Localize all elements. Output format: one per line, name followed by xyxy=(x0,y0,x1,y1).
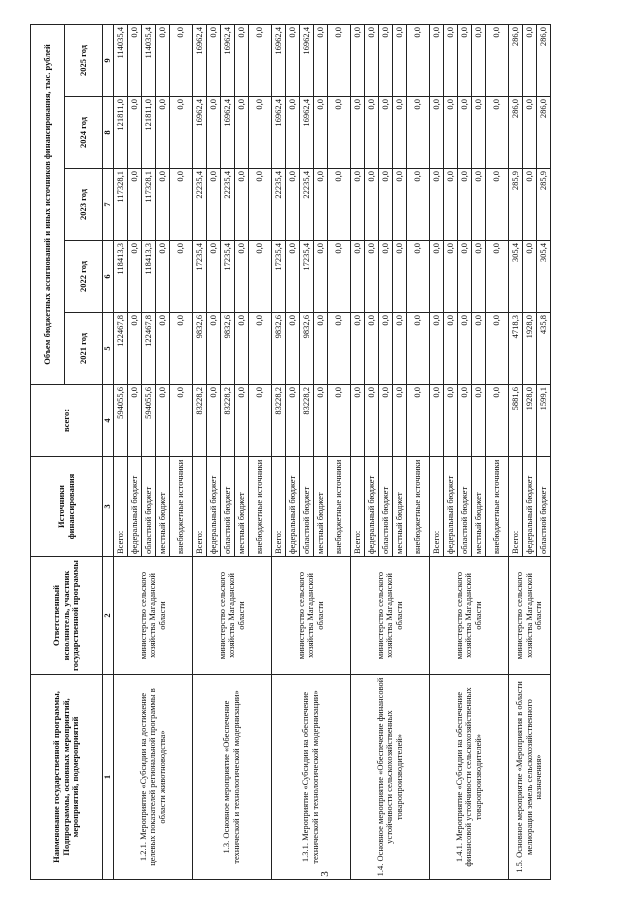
col-number: 9 xyxy=(103,24,114,96)
amount-cell: 0,0 xyxy=(486,241,509,313)
amount-cell: 16962,4 xyxy=(300,97,314,169)
amount-cell: 0,0 xyxy=(458,169,472,241)
amount-cell: 0,0 xyxy=(286,24,300,96)
amount-cell: 0,0 xyxy=(523,169,537,241)
funding-source: федеральный бюджет xyxy=(365,457,379,557)
funding-source: областной бюджет xyxy=(537,457,551,557)
amount-cell: 0,0 xyxy=(170,385,193,457)
amount-cell: 16962,4 xyxy=(300,24,314,96)
amount-cell: 0,0 xyxy=(314,241,328,313)
amount-cell: 117328,1 xyxy=(142,169,156,241)
amount-cell: 285,9 xyxy=(537,169,551,241)
amount-cell: 0,0 xyxy=(351,24,365,96)
funding-source: областной бюджет xyxy=(221,457,235,557)
amount-cell: 9832,6 xyxy=(272,313,286,385)
measure-name: 1.4.1. Мероприятие «Субсидии на обеспечение финансовой устойчивости сельскохозяйственных товаропроизводителей» xyxy=(430,675,509,880)
funding-source: областной бюджет xyxy=(300,457,314,557)
executor-name: министерство сельского хозяйства Магаданской области xyxy=(114,557,193,675)
amount-cell: 0,0 xyxy=(523,97,537,169)
col-number: 4 xyxy=(103,385,114,457)
col-number: 7 xyxy=(103,169,114,241)
amount-cell: 83228,2 xyxy=(272,385,286,457)
header-year: 2025 год xyxy=(65,24,103,96)
amount-cell: 0,0 xyxy=(128,24,142,96)
amount-cell: 0,0 xyxy=(170,241,193,313)
amount-cell: 0,0 xyxy=(249,385,272,457)
amount-cell: 22235,4 xyxy=(300,169,314,241)
amount-cell: 286,0 xyxy=(537,24,551,96)
funding-source: федеральный бюджет xyxy=(523,457,537,557)
amount-cell: 16962,4 xyxy=(272,24,286,96)
amount-cell: 0,0 xyxy=(365,97,379,169)
amount-cell: 0,0 xyxy=(458,313,472,385)
amount-cell: 594055,6 xyxy=(114,385,128,457)
table-row xyxy=(193,24,207,879)
amount-cell: 9832,6 xyxy=(300,313,314,385)
amount-cell: 0,0 xyxy=(128,385,142,457)
amount-cell: 0,0 xyxy=(249,241,272,313)
amount-cell: 305,4 xyxy=(509,241,523,313)
amount-cell: 0,0 xyxy=(407,313,430,385)
amount-cell: 0,0 xyxy=(128,241,142,313)
amount-cell: 0,0 xyxy=(407,24,430,96)
amount-cell: 0,0 xyxy=(472,169,486,241)
amount-cell: 0,0 xyxy=(286,97,300,169)
amount-cell: 0,0 xyxy=(235,385,249,457)
amount-cell: 0,0 xyxy=(430,97,444,169)
amount-cell: 0,0 xyxy=(486,97,509,169)
header-year: 2022 год xyxy=(65,241,103,313)
col-number: 2 xyxy=(103,557,114,675)
amount-cell: 0,0 xyxy=(235,241,249,313)
amount-cell: 0,0 xyxy=(379,241,393,313)
funding-source: местный бюджет xyxy=(314,457,328,557)
funding-source: внебюджетные источники xyxy=(328,457,351,557)
header-amounts: Объем бюджетных ассигнований и иных источников финансирования, тыс. рублей xyxy=(31,24,65,384)
amount-cell: 0,0 xyxy=(351,385,365,457)
amount-cell: 0,0 xyxy=(170,313,193,385)
table-row xyxy=(509,24,523,879)
amount-cell: 83228,2 xyxy=(221,385,235,457)
amount-cell: 0,0 xyxy=(444,169,458,241)
amount-cell: 0,0 xyxy=(365,385,379,457)
amount-cell: 0,0 xyxy=(249,97,272,169)
amount-cell: 0,0 xyxy=(365,241,379,313)
amount-cell: 286,0 xyxy=(509,97,523,169)
amount-cell: 17235,4 xyxy=(300,241,314,313)
amount-cell: 0,0 xyxy=(328,24,351,96)
amount-cell: 0,0 xyxy=(351,97,365,169)
amount-cell: 17235,4 xyxy=(193,241,207,313)
measure-name: 1.3. Основное мероприятие «Обеспечение технической и технологической модернизации» xyxy=(193,675,272,880)
rotated-page xyxy=(30,25,605,880)
amount-cell: 0,0 xyxy=(156,97,170,169)
amount-cell: 1928,0 xyxy=(523,313,537,385)
amount-cell: 0,0 xyxy=(472,241,486,313)
col-number: 3 xyxy=(103,457,114,557)
column-number-row xyxy=(103,24,114,879)
amount-cell: 0,0 xyxy=(472,385,486,457)
amount-cell: 0,0 xyxy=(207,97,221,169)
amount-cell: 0,0 xyxy=(444,241,458,313)
measure-name: 1.2.1. Мероприятие «Субсидии на достижение целевых показателей региональной программы в области животноводства» xyxy=(114,675,193,880)
amount-cell: 9832,6 xyxy=(221,313,235,385)
amount-cell: 117328,1 xyxy=(114,169,128,241)
amount-cell: 286,0 xyxy=(509,24,523,96)
header-year: 2023 год xyxy=(65,169,103,241)
amount-cell: 118413,3 xyxy=(114,241,128,313)
amount-cell: 0,0 xyxy=(328,385,351,457)
amount-cell: 0,0 xyxy=(170,24,193,96)
amount-cell: 0,0 xyxy=(128,169,142,241)
amount-cell: 0,0 xyxy=(379,313,393,385)
amount-cell: 16962,4 xyxy=(193,97,207,169)
funding-source: федеральный бюджет xyxy=(128,457,142,557)
executor-name: министерство сельского хозяйства Магаданской области xyxy=(351,557,430,675)
amount-cell: 0,0 xyxy=(235,169,249,241)
funding-source: федеральный бюджет xyxy=(444,457,458,557)
amount-cell: 0,0 xyxy=(486,385,509,457)
funding-source: Всего: xyxy=(430,457,444,557)
amount-cell: 0,0 xyxy=(314,385,328,457)
amount-cell: 0,0 xyxy=(328,97,351,169)
amount-cell: 0,0 xyxy=(458,241,472,313)
amount-cell: 0,0 xyxy=(249,313,272,385)
amount-cell: 0,0 xyxy=(393,385,407,457)
amount-cell: 0,0 xyxy=(393,169,407,241)
amount-cell: 17235,4 xyxy=(221,241,235,313)
amount-cell: 121811,0 xyxy=(142,97,156,169)
header-source: Источники финансирования xyxy=(31,457,103,557)
header-year: 2021 год xyxy=(65,313,103,385)
amount-cell: 0,0 xyxy=(328,169,351,241)
funding-source: Всего: xyxy=(272,457,286,557)
funding-source: областной бюджет xyxy=(458,457,472,557)
amount-cell: 0,0 xyxy=(314,169,328,241)
amount-cell: 0,0 xyxy=(523,24,537,96)
amount-cell: 0,0 xyxy=(393,24,407,96)
amount-cell: 4718,3 xyxy=(509,313,523,385)
amount-cell: 17235,4 xyxy=(272,241,286,313)
amount-cell: 0,0 xyxy=(207,385,221,457)
amount-cell: 0,0 xyxy=(249,24,272,96)
amount-cell: 0,0 xyxy=(351,169,365,241)
funding-source: внебюджетные источники xyxy=(170,457,193,557)
amount-cell: 0,0 xyxy=(444,313,458,385)
funding-source: местный бюджет xyxy=(235,457,249,557)
amount-cell: 0,0 xyxy=(235,24,249,96)
header-executor: Ответственный исполнитель, участник государственной программы xyxy=(31,557,103,675)
amount-cell: 0,0 xyxy=(286,169,300,241)
amount-cell: 0,0 xyxy=(444,24,458,96)
table-body xyxy=(114,24,551,879)
funding-source: Всего: xyxy=(351,457,365,557)
table-row xyxy=(351,24,365,879)
funding-source: Всего: xyxy=(114,457,128,557)
col-number: 8 xyxy=(103,97,114,169)
funding-source: федеральный бюджет xyxy=(207,457,221,557)
amount-cell: 0,0 xyxy=(128,97,142,169)
amount-cell: 0,0 xyxy=(286,385,300,457)
amount-cell: 0,0 xyxy=(444,97,458,169)
col-number: 5 xyxy=(103,313,114,385)
amount-cell: 114035,4 xyxy=(114,24,128,96)
amount-cell: 16962,4 xyxy=(221,24,235,96)
amount-cell: 0,0 xyxy=(407,169,430,241)
amount-cell: 16962,4 xyxy=(272,97,286,169)
amount-cell: 0,0 xyxy=(365,24,379,96)
amount-cell: 0,0 xyxy=(407,385,430,457)
amount-cell: 0,0 xyxy=(156,169,170,241)
table-row xyxy=(272,24,286,879)
funding-source: Всего: xyxy=(193,457,207,557)
measure-name: 1.4. Основное мероприятие «Обеспечение финансовой устойчивости сельскохозяйственных товаропроизводителей» xyxy=(351,675,430,880)
amount-cell: 83228,2 xyxy=(193,385,207,457)
funding-source: федеральный бюджет xyxy=(286,457,300,557)
measure-name: 1.3.1. Мероприятие «Субсидии на обеспечение технической и технологической модернизации» xyxy=(272,675,351,880)
table-row xyxy=(430,24,444,879)
funding-source: местный бюджет xyxy=(472,457,486,557)
amount-cell: 1928,0 xyxy=(523,385,537,457)
amount-cell: 22235,4 xyxy=(221,169,235,241)
funding-source: Всего: xyxy=(509,457,523,557)
amount-cell: 0,0 xyxy=(365,169,379,241)
amount-cell: 305,4 xyxy=(537,241,551,313)
amount-cell: 22235,4 xyxy=(193,169,207,241)
amount-cell: 16962,4 xyxy=(221,97,235,169)
funding-source: внебюджетные источники xyxy=(249,457,272,557)
funding-table xyxy=(30,24,551,880)
amount-cell: 0,0 xyxy=(314,97,328,169)
amount-cell: 0,0 xyxy=(458,24,472,96)
amount-cell: 118413,3 xyxy=(142,241,156,313)
amount-cell: 122467,8 xyxy=(142,313,156,385)
amount-cell: 0,0 xyxy=(156,385,170,457)
amount-cell: 0,0 xyxy=(430,169,444,241)
executor-name: министерство сельского хозяйства Магаданской области xyxy=(193,557,272,675)
header-year: 2024 год xyxy=(65,97,103,169)
amount-cell: 0,0 xyxy=(207,313,221,385)
amount-cell: 0,0 xyxy=(486,313,509,385)
amount-cell: 9832,6 xyxy=(193,313,207,385)
amount-cell: 0,0 xyxy=(430,313,444,385)
amount-cell: 0,0 xyxy=(379,24,393,96)
amount-cell: 122467,8 xyxy=(114,313,128,385)
funding-source: местный бюджет xyxy=(393,457,407,557)
amount-cell: 0,0 xyxy=(170,169,193,241)
amount-cell: 0,0 xyxy=(472,313,486,385)
amount-cell: 0,0 xyxy=(286,313,300,385)
amount-cell: 286,0 xyxy=(537,97,551,169)
amount-cell: 0,0 xyxy=(328,313,351,385)
amount-cell: 0,0 xyxy=(458,385,472,457)
amount-cell: 285,9 xyxy=(509,169,523,241)
amount-cell: 0,0 xyxy=(407,241,430,313)
amount-cell: 0,0 xyxy=(472,24,486,96)
amount-cell: 0,0 xyxy=(407,97,430,169)
amount-cell: 0,0 xyxy=(486,169,509,241)
amount-cell: 0,0 xyxy=(523,241,537,313)
amount-cell: 0,0 xyxy=(351,313,365,385)
amount-cell: 0,0 xyxy=(314,313,328,385)
amount-cell: 0,0 xyxy=(207,24,221,96)
amount-cell: 1599,1 xyxy=(537,385,551,457)
amount-cell: 5881,6 xyxy=(509,385,523,457)
amount-cell: 121811,0 xyxy=(114,97,128,169)
measure-name: 1.5. Основное мероприятие «Мероприятия в области мелиорации земель сельскохозяйственного назначения» xyxy=(509,675,551,880)
header-total: всего: xyxy=(31,385,103,457)
header-name: Наименование государственной программы, Подпрограммы, основных мероприятий, мероприятий, подмероприятий xyxy=(31,675,103,880)
amount-cell: 0,0 xyxy=(314,24,328,96)
amount-cell: 0,0 xyxy=(486,24,509,96)
amount-cell: 0,0 xyxy=(286,241,300,313)
amount-cell: 114035,4 xyxy=(142,24,156,96)
amount-cell: 16962,4 xyxy=(193,24,207,96)
amount-cell: 0,0 xyxy=(430,24,444,96)
amount-cell: 0,0 xyxy=(170,97,193,169)
amount-cell: 0,0 xyxy=(393,97,407,169)
table-row xyxy=(114,24,128,879)
page-number: 3 xyxy=(318,871,331,877)
amount-cell: 0,0 xyxy=(430,385,444,457)
amount-cell: 0,0 xyxy=(156,313,170,385)
amount-cell: 594055,6 xyxy=(142,385,156,457)
col-number: 1 xyxy=(103,675,114,880)
amount-cell: 0,0 xyxy=(351,241,365,313)
amount-cell: 0,0 xyxy=(379,385,393,457)
amount-cell: 0,0 xyxy=(207,241,221,313)
amount-cell: 0,0 xyxy=(128,313,142,385)
amount-cell: 0,0 xyxy=(365,313,379,385)
amount-cell: 0,0 xyxy=(156,24,170,96)
amount-cell: 83228,2 xyxy=(300,385,314,457)
amount-cell: 22235,4 xyxy=(272,169,286,241)
executor-name: министерство сельского хозяйства Магаданской области xyxy=(509,557,551,675)
funding-source: областной бюджет xyxy=(142,457,156,557)
col-number: 6 xyxy=(103,241,114,313)
executor-name: министерство сельского хозяйства Магаданской области xyxy=(272,557,351,675)
amount-cell: 0,0 xyxy=(156,241,170,313)
amount-cell: 0,0 xyxy=(249,169,272,241)
funding-source: внебюджетные источники xyxy=(407,457,430,557)
executor-name: министерство сельского хозяйства Магаданской области xyxy=(430,557,509,675)
amount-cell: 0,0 xyxy=(472,97,486,169)
amount-cell: 0,0 xyxy=(379,97,393,169)
funding-source: областной бюджет xyxy=(379,457,393,557)
amount-cell: 0,0 xyxy=(235,313,249,385)
amount-cell: 0,0 xyxy=(444,385,458,457)
amount-cell: 0,0 xyxy=(328,241,351,313)
funding-source: внебюджетные источники xyxy=(486,457,509,557)
amount-cell: 0,0 xyxy=(430,241,444,313)
amount-cell: 0,0 xyxy=(393,313,407,385)
funding-source: местный бюджет xyxy=(156,457,170,557)
amount-cell: 435,8 xyxy=(537,313,551,385)
amount-cell: 0,0 xyxy=(379,169,393,241)
amount-cell: 0,0 xyxy=(235,97,249,169)
amount-cell: 0,0 xyxy=(207,169,221,241)
amount-cell: 0,0 xyxy=(393,241,407,313)
amount-cell: 0,0 xyxy=(458,97,472,169)
